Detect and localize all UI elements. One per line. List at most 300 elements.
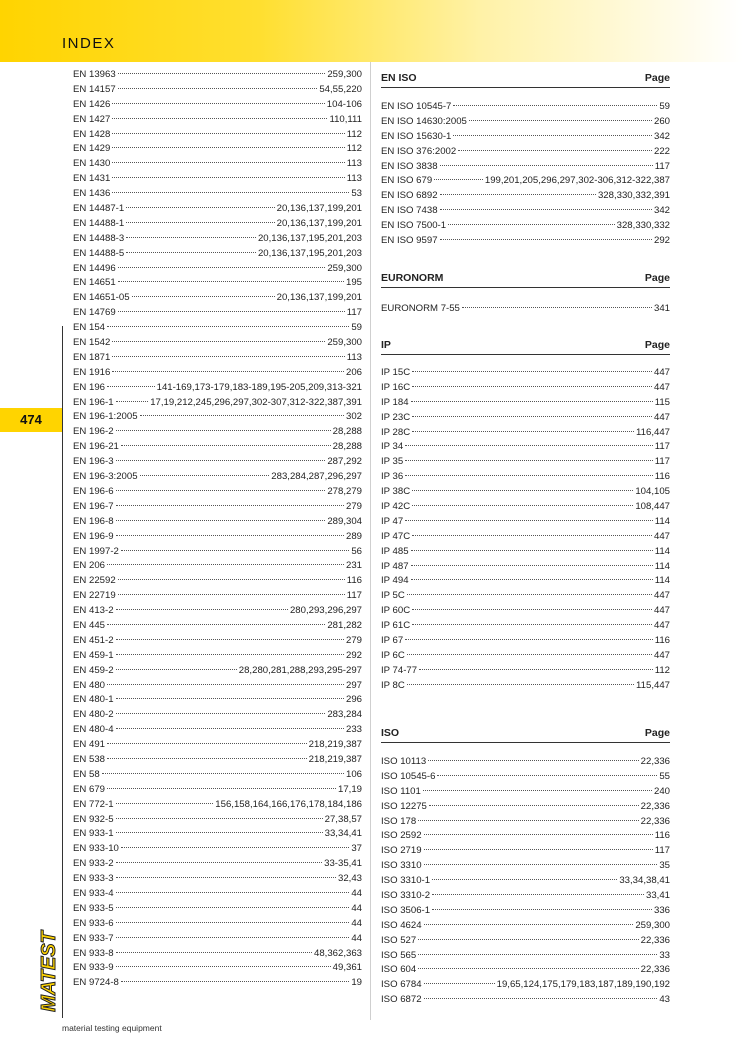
standard-code: EN 14488-3 [73, 232, 125, 244]
index-entry [73, 723, 362, 738]
page-references: 279 [345, 634, 362, 646]
dot-leader [112, 341, 325, 342]
index-entry [73, 545, 362, 560]
standard-code: EN 451-2 [73, 634, 114, 646]
standard-code: IP 47 [381, 515, 404, 527]
dot-leader [112, 356, 344, 357]
standard-code: EN 1429 [73, 143, 111, 155]
page-references: 117 [654, 845, 670, 857]
index-entry [381, 204, 670, 219]
page-references: 447 [653, 605, 670, 617]
page-references: 17,19,212,245,296,297,302-307,312-322,387,391 [150, 396, 362, 408]
column-divider [370, 62, 371, 1020]
standard-code: ISO 3310-2 [381, 890, 431, 902]
standard-code: EN ISO 7438 [381, 205, 438, 217]
dot-leader [405, 445, 652, 446]
page-references: 113 [346, 158, 362, 170]
dot-leader [116, 818, 323, 819]
page-references: 116 [654, 830, 670, 842]
page-references: 44 [351, 887, 362, 899]
page-references: 447 [653, 649, 670, 661]
dot-leader [118, 594, 345, 595]
standard-code: IP 67 [381, 635, 404, 647]
dot-leader [412, 431, 634, 432]
standard-code: EN 196-7 [73, 500, 114, 512]
index-entry [381, 455, 670, 470]
standard-code: ISO 12275 [381, 800, 427, 812]
page-references: 115,447 [636, 679, 670, 691]
page-references: 259,300 [635, 919, 670, 931]
page-references: 280,293,296,297 [289, 605, 362, 617]
standard-code: EN 14488-1 [73, 217, 125, 229]
standard-code: EN 1542 [73, 337, 111, 349]
dot-leader [405, 475, 652, 476]
page-references: 114 [654, 515, 670, 527]
page-references: 233 [345, 724, 362, 736]
index-entry [381, 800, 670, 815]
index-entry [73, 842, 362, 857]
page-references: 231 [345, 560, 362, 572]
page-references: 33,34,38,41 [619, 875, 670, 887]
dot-leader [116, 922, 350, 923]
dot-leader [107, 386, 155, 387]
dot-leader [453, 135, 652, 136]
index-entry [381, 904, 670, 919]
standard-code: ISO 6784 [381, 979, 422, 991]
standard-code: EN ISO 376:2002 [381, 145, 457, 157]
page-references: 278,279 [327, 485, 362, 497]
standard-code: EN 22719 [73, 590, 116, 602]
page-references: 156,158,164,166,176,178,184,186 [215, 798, 362, 810]
page-references: 20,136,137,199,201 [276, 203, 362, 215]
index-entry [381, 993, 670, 1008]
page-references: 17,19 [337, 783, 362, 795]
standard-code: IP 38C [381, 486, 411, 498]
index-entry [381, 560, 670, 575]
dot-leader [107, 564, 344, 565]
index-entry [73, 336, 362, 351]
dot-leader [116, 401, 149, 402]
page-references: 54,55,220 [319, 83, 362, 95]
page-references: 44 [351, 932, 362, 944]
standard-code: IP 485 [381, 545, 409, 557]
section-title: ISO [381, 727, 400, 739]
index-entry [381, 396, 670, 411]
index-entry [73, 351, 362, 366]
index-entry [381, 160, 670, 175]
page-references: 447 [653, 620, 670, 632]
dot-leader [118, 88, 318, 89]
dot-leader [412, 609, 652, 610]
standard-code: EN ISO 7500-1 [381, 220, 447, 232]
dot-leader [418, 939, 638, 940]
index-entry [381, 978, 670, 993]
dot-leader [411, 565, 653, 566]
dot-leader [412, 490, 633, 491]
euronorm-list [381, 302, 670, 317]
page-references: 116 [346, 575, 362, 587]
page-references: 195 [345, 277, 362, 289]
page-references: 116 [654, 635, 670, 647]
page-references: 289,304 [327, 515, 362, 527]
dot-leader [126, 237, 256, 238]
section-page-label: Page [644, 72, 670, 84]
page-references: 59 [659, 101, 670, 112]
index-entry [381, 115, 670, 130]
index-entry [73, 396, 362, 411]
dot-leader [132, 296, 275, 297]
page-references: 302 [345, 411, 362, 423]
index-entry [381, 411, 670, 426]
index-entry [381, 815, 670, 830]
index-entry [73, 128, 362, 143]
page-references: 110,111 [329, 113, 362, 125]
index-entry [381, 440, 670, 455]
index-entry [381, 500, 670, 515]
dot-leader [440, 165, 653, 166]
standard-code: IP 42C [381, 501, 411, 513]
page-references: 328,330,332,391 [597, 190, 670, 202]
index-entry [381, 145, 670, 160]
standard-code: EN 1916 [73, 366, 111, 378]
page-references: 116,447 [636, 426, 670, 438]
index-entry [381, 574, 670, 589]
standard-code: EN 679 [73, 783, 105, 795]
page-references: 44 [351, 902, 362, 914]
page-references: 37 [351, 843, 362, 855]
index-entry [73, 872, 362, 887]
dot-leader [405, 460, 652, 461]
dot-leader [437, 775, 657, 776]
standard-code: EN 1997-2 [73, 545, 119, 557]
dot-leader [418, 954, 657, 955]
index-entry [73, 708, 362, 723]
index-entry [381, 619, 670, 634]
dot-leader [116, 520, 326, 521]
dot-leader [419, 669, 653, 670]
page-references: 115 [654, 396, 670, 408]
page-references: 27,38,57 [324, 813, 362, 825]
standard-code: EN 196-6 [73, 485, 114, 497]
index-entry [73, 753, 362, 768]
index-entry [73, 649, 362, 664]
page-references: 44 [351, 917, 362, 929]
page-references: 28,280,281,288,293,295-297 [238, 664, 362, 676]
dot-leader [116, 609, 288, 610]
page-references: 32,43 [337, 873, 362, 885]
dot-leader [412, 535, 652, 536]
index-entry [381, 470, 670, 485]
index-entry [73, 172, 362, 187]
dot-leader [424, 834, 653, 835]
standard-code: EN 22592 [73, 575, 116, 587]
page-references: 22,336 [640, 815, 670, 827]
index-entry [73, 679, 362, 694]
standard-code: EN 445 [73, 619, 105, 631]
standard-code: EN 196-1 [73, 396, 114, 408]
dot-leader [107, 624, 325, 625]
standard-code: EN 196-2 [73, 426, 114, 438]
index-entry [73, 559, 362, 574]
standard-code: IP 74-77 [381, 664, 418, 676]
dot-leader [112, 103, 324, 104]
dot-leader [424, 983, 495, 984]
standard-code: ISO 4624 [381, 919, 422, 931]
index-entry [73, 500, 362, 515]
index-entry [73, 217, 362, 232]
index-entry [381, 889, 670, 904]
page-references: 113 [346, 173, 362, 185]
ip-list [381, 366, 670, 694]
page-references: 22,336 [640, 964, 670, 976]
page-references: 33 [659, 949, 670, 961]
index-entry [381, 785, 670, 800]
standard-code: ISO 2719 [381, 845, 422, 857]
page-number-tab: 474 [0, 408, 62, 432]
index-entry [381, 545, 670, 560]
standard-code: EN 933-6 [73, 917, 114, 929]
dot-leader [116, 713, 326, 714]
page-references: 33,34,41 [324, 828, 362, 840]
iso-list [381, 755, 670, 1008]
standard-code: EN 9724-8 [73, 977, 119, 989]
dot-leader [116, 803, 214, 804]
standard-code: EN ISO 679 [381, 175, 433, 187]
dot-leader [107, 758, 307, 759]
page-references: 117 [346, 590, 362, 602]
standard-code: EN 933-7 [73, 932, 114, 944]
dot-leader [116, 490, 326, 491]
dot-leader [116, 952, 312, 953]
standard-code: EN ISO 10545-7 [381, 101, 452, 112]
standard-code: ISO 10113 [381, 756, 427, 767]
index-entry [381, 189, 670, 204]
page-references: 283,284 [327, 709, 362, 721]
standard-code: IP 487 [381, 560, 409, 572]
standard-code: ISO 565 [381, 949, 417, 961]
dot-leader [118, 73, 326, 74]
index-entry [73, 768, 362, 783]
dot-leader [116, 669, 237, 670]
dot-leader [407, 654, 652, 655]
index-entry [73, 961, 362, 976]
page-references: 206 [345, 366, 362, 378]
page-references: 447 [653, 530, 670, 542]
standard-code: EN ISO 14630:2005 [381, 115, 467, 127]
dot-leader [118, 311, 345, 312]
page-references: 43 [659, 994, 670, 1006]
standard-code: EN 538 [73, 753, 105, 765]
dot-leader [112, 177, 344, 178]
dot-leader [412, 416, 652, 417]
index-entry [73, 142, 362, 157]
index-entry [73, 470, 362, 485]
standard-code: EN 154 [73, 322, 105, 334]
index-entry [73, 202, 362, 217]
margin-rule [62, 326, 63, 1018]
index-entry [381, 381, 670, 396]
dot-leader [116, 937, 350, 938]
dot-leader [448, 224, 615, 225]
standard-code: EN 933-3 [73, 873, 114, 885]
index-entry [73, 604, 362, 619]
index-entry [73, 515, 362, 530]
index-entry [381, 770, 670, 785]
dot-leader [126, 252, 256, 253]
index-entry [73, 857, 362, 872]
index-entry [73, 291, 362, 306]
index-entry [73, 589, 362, 604]
section-header-ip [381, 339, 670, 355]
dot-leader [112, 371, 344, 372]
dot-leader [116, 862, 323, 863]
page-references: 447 [653, 590, 670, 602]
dot-leader [405, 520, 652, 521]
index-entry [73, 247, 362, 262]
page-references: 342 [653, 205, 670, 217]
index-entry [73, 902, 362, 917]
dot-leader [424, 998, 658, 999]
standard-code: IP 23C [381, 411, 411, 423]
dot-leader [126, 207, 274, 208]
dot-leader [118, 579, 345, 580]
standard-code: EN 196-21 [73, 441, 119, 453]
standard-code: EN 14651 [73, 277, 116, 289]
page-references: 106 [345, 768, 362, 780]
page-references: 33,41 [645, 890, 670, 902]
dot-leader [418, 820, 638, 821]
section-title: EURONORM [381, 272, 444, 284]
page-references: 116 [654, 471, 670, 483]
index-entry [381, 100, 670, 115]
matest-logo [38, 930, 60, 1012]
index-entry [73, 947, 362, 962]
standard-code: EN 772-1 [73, 798, 114, 810]
dot-leader [440, 194, 596, 195]
section-title: IP [381, 339, 391, 351]
index-entry [381, 919, 670, 934]
page-references: 104-106 [326, 98, 362, 110]
dot-leader [434, 179, 483, 180]
index-entry [381, 604, 670, 619]
standard-code: EN 196-3:2005 [73, 471, 138, 483]
index-entry [73, 485, 362, 500]
index-entry [73, 798, 362, 813]
dot-leader [116, 892, 350, 893]
page-references: 117 [654, 456, 670, 468]
index-entry [73, 381, 362, 396]
standard-code: ISO 3506-1 [381, 904, 431, 916]
dot-leader [107, 743, 307, 744]
dot-leader [116, 966, 331, 967]
standard-code: EN ISO 6892 [381, 190, 438, 202]
page-references: 22,336 [640, 756, 670, 767]
page-references: 53 [351, 188, 362, 200]
index-entry [381, 174, 670, 189]
standard-code: ISO 1101 [381, 785, 421, 797]
standard-code: EN 14769 [73, 307, 116, 319]
standard-code: EURONORM 7-55 [381, 303, 460, 314]
dot-leader [428, 760, 638, 761]
standard-code: EN 459-2 [73, 664, 114, 676]
dot-leader [418, 968, 638, 969]
dot-leader [112, 162, 344, 163]
dot-leader [118, 281, 344, 282]
page-references: 222 [653, 145, 670, 157]
dot-leader [107, 326, 349, 327]
standard-code: ISO 604 [381, 964, 417, 976]
index-entry [381, 485, 670, 500]
standard-code: IP 60C [381, 605, 411, 617]
standard-code: EN 480-2 [73, 709, 114, 721]
page-references: 259,300 [327, 262, 362, 274]
index-entry [73, 693, 362, 708]
index-entry [381, 679, 670, 694]
page-references: 218,219,387 [308, 753, 362, 765]
dot-leader [412, 624, 652, 625]
index-entry [73, 68, 362, 83]
standard-code: EN 14487-1 [73, 203, 125, 215]
standard-code: IP 28C [381, 426, 411, 438]
page-references: 28,288 [332, 426, 362, 438]
logo-text: MATEST [37, 930, 60, 1012]
dot-leader [121, 981, 349, 982]
page-references: 20,136,137,199,201 [276, 292, 362, 304]
standard-code: EN 413-2 [73, 605, 114, 617]
index-entry [73, 440, 362, 455]
index-entry [73, 276, 362, 291]
page-references: 113 [346, 351, 362, 363]
page-references: 281,282 [327, 619, 362, 631]
page-references: 48,362,363 [313, 947, 362, 959]
index-entry [381, 859, 670, 874]
standard-code: IP 34 [381, 441, 404, 453]
standard-code: ISO 2592 [381, 830, 422, 842]
standard-code: ISO 3310 [381, 860, 422, 872]
dot-leader [112, 147, 344, 148]
standard-code: EN 14157 [73, 83, 116, 95]
dot-leader [412, 386, 652, 387]
standard-code: IP 6C [381, 649, 405, 661]
page-references: 447 [653, 411, 670, 423]
standard-code: EN 932-5 [73, 813, 114, 825]
dot-leader [407, 594, 652, 595]
page-references: 35 [659, 860, 670, 872]
page-references: 112 [346, 128, 362, 140]
page-references: 33-35,41 [324, 858, 362, 870]
page-references: 296 [345, 694, 362, 706]
index-entry [73, 306, 362, 321]
standard-code: EN 1430 [73, 158, 111, 170]
page-references: 114 [654, 575, 670, 587]
standard-code: EN 1871 [73, 351, 111, 363]
standard-code: EN ISO 15630-1 [381, 130, 452, 142]
section-page-label: Page [644, 272, 670, 284]
standard-code: EN 933-8 [73, 947, 114, 959]
dot-leader [121, 550, 349, 551]
page-references: 141-169,173-179,183-189,195-205,209,313-321 [156, 381, 362, 393]
standard-code: EN 933-1 [73, 828, 114, 840]
index-entry [73, 157, 362, 172]
page-references: 336 [653, 904, 670, 916]
index-entry [381, 963, 670, 978]
standard-code: EN 196-3 [73, 456, 114, 468]
standard-code: IP 16C [381, 381, 411, 393]
index-entry [381, 949, 670, 964]
index-entry [73, 530, 362, 545]
dot-leader [423, 790, 652, 791]
page-references: 19,65,124,175,179,183,187,189,190,192 [496, 979, 670, 991]
